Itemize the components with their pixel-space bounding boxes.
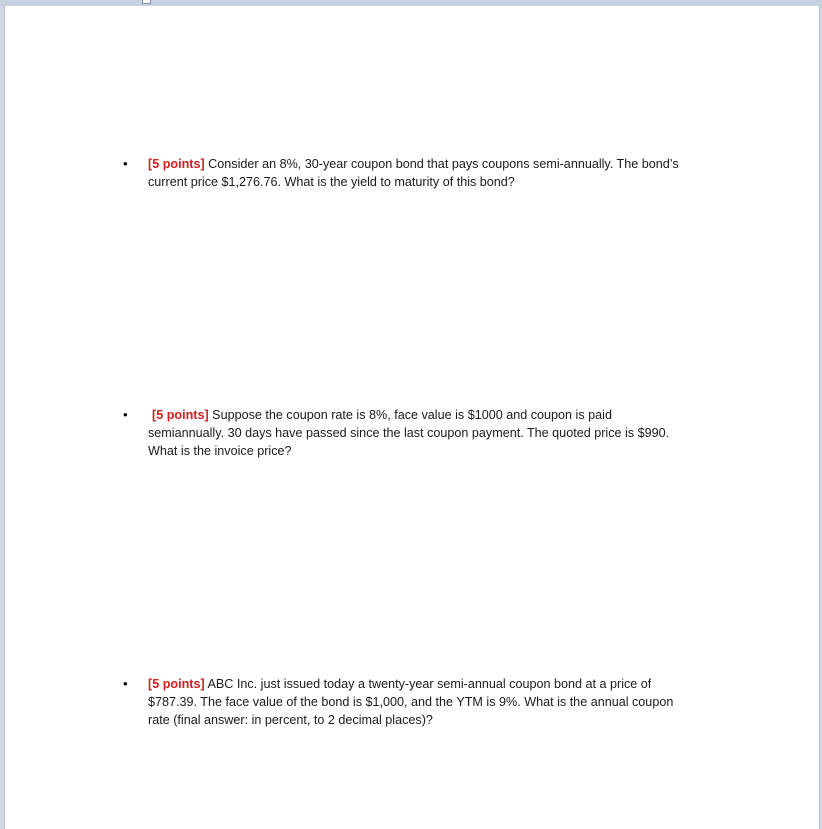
question-1 [123, 155, 683, 191]
document-page[interactable] [4, 6, 820, 829]
question-1-text [148, 155, 683, 191]
question-2-text [148, 406, 683, 460]
points-label: [5 points] [148, 677, 205, 691]
question-3 [123, 675, 683, 729]
bullet-icon: • [123, 676, 128, 691]
question-body: ABC Inc. just issued today a twenty-year semi-annual coupon bond at a price of $787.39. The face value of the bond is $1,000, and the YTM is 9%. What is the annual coupon rate (final answer: in percent, to 2 decimal places)? [148, 677, 674, 727]
points-label: [5 points] [152, 408, 209, 422]
question-3-text [148, 675, 683, 729]
points-label: [5 points] [148, 157, 205, 171]
ruler-indent-marker[interactable] [142, 0, 151, 4]
bullet-icon: • [123, 156, 128, 171]
question-body: Consider an 8%, 30-year coupon bond that pays coupons semi-annually. The bond’s current price $1,276.76. What is the yield to maturity of this bond? [148, 157, 679, 189]
bullet-icon: • [123, 407, 128, 422]
question-body: Suppose the coupon rate is 8%, face value is $1000 and coupon is paid semiannually. 30 days have passed since the last coupon payment. The quoted price is $990. What is the invoice price? [148, 408, 670, 458]
question-2 [123, 406, 683, 460]
